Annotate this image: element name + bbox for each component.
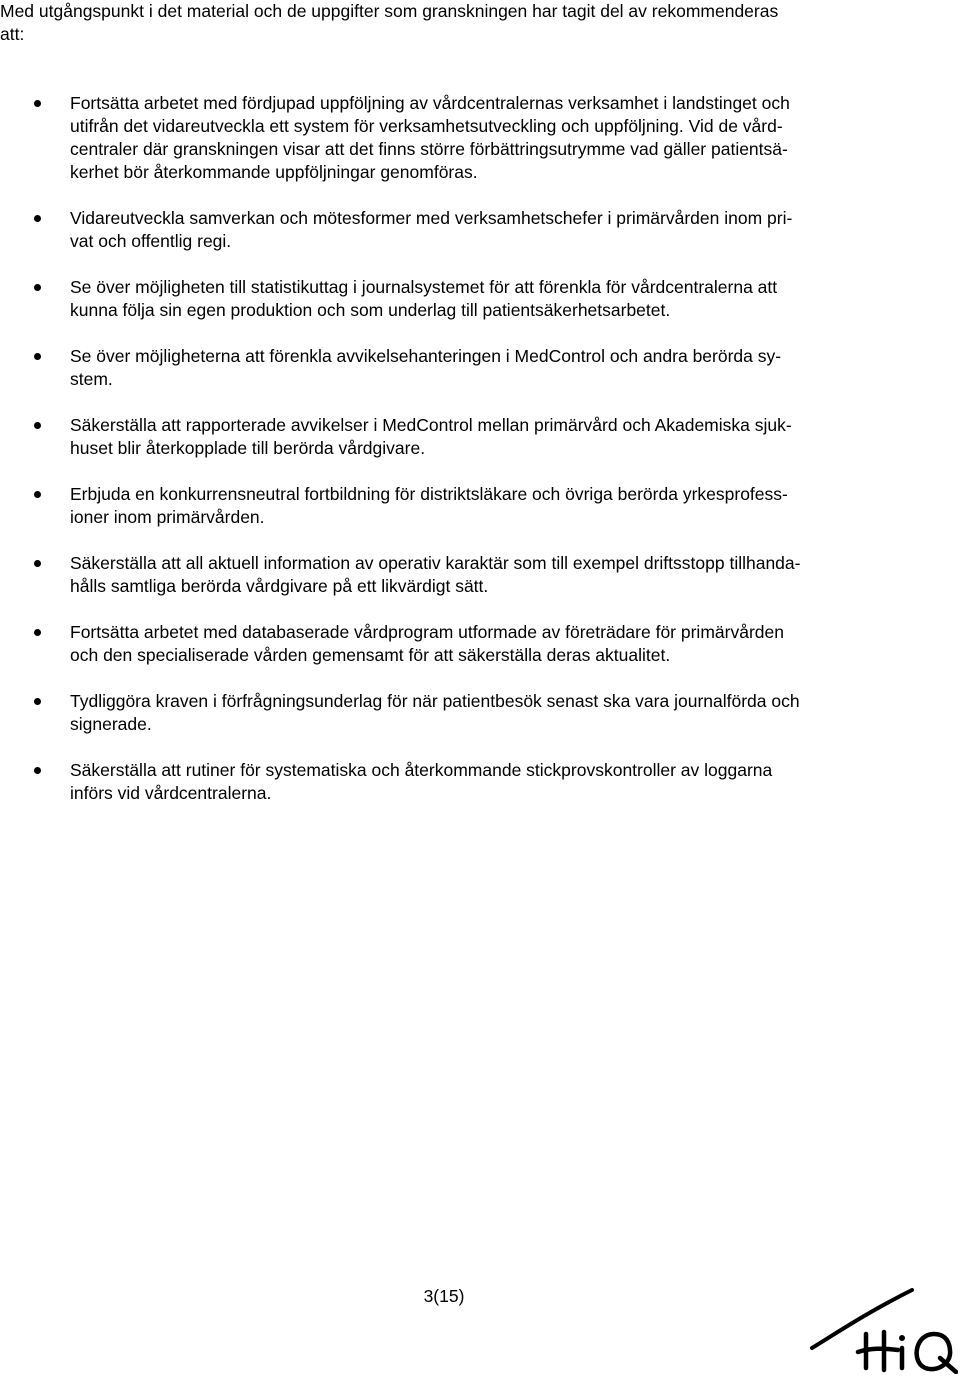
text-line: Tydliggöra kraven i förfrågningsunderlag för när patientbesök senast ska vara journalförda och xyxy=(70,691,800,711)
text-line: Erbjuda en konkurrensneutral fortbildning för distriktsläkare och övriga berörda yrkesprofess- xyxy=(70,484,788,504)
text-line: och den specialiserade vården gemensamt för att säkerställa deras aktualitet. xyxy=(70,645,671,665)
bullet-icon xyxy=(34,284,41,291)
list-item-text xyxy=(70,621,960,667)
bullet-icon xyxy=(34,560,41,567)
bullet-icon xyxy=(34,491,41,498)
text-line: kunna följa sin egen produktion och som underlag till patientsäkerhetsarbetet. xyxy=(70,300,671,320)
recommendation-list xyxy=(0,92,960,828)
list-item xyxy=(0,345,960,391)
text-line: ioner inom primärvården. xyxy=(70,507,265,527)
bullet-icon xyxy=(34,629,41,636)
list-item-text xyxy=(70,690,960,736)
text-line: Säkerställa att rapporterade avvikelser i MedControl mellan primärvård och Akademiska sjuk- xyxy=(70,415,792,435)
list-item xyxy=(0,759,960,805)
text-line: Vidareutveckla samverkan och mötesformer med verksamhetschefer i primärvården inom pri- xyxy=(70,208,793,228)
text-line: Se över möjligheten till statistikuttag i journalsystemet för att förenkla för vårdcentralerna att xyxy=(70,277,778,297)
text-line: kerhet bör återkommande uppföljningar genomföras. xyxy=(70,162,478,182)
text-line: Fortsätta arbetet med databaserade vårdprogram utformade av företrädare för primärvården xyxy=(70,622,784,642)
intro-paragraph xyxy=(0,0,900,46)
text-line: huset blir återkopplade till berörda vårdgivare. xyxy=(70,438,426,458)
list-item xyxy=(0,207,960,253)
bullet-icon xyxy=(34,767,41,774)
bullet-icon xyxy=(34,100,41,107)
intro-line: att: xyxy=(0,24,25,44)
bullet-icon xyxy=(34,353,41,360)
list-item xyxy=(0,276,960,322)
hiq-logo-icon xyxy=(808,1288,958,1374)
text-line: införs vid vårdcentralerna. xyxy=(70,783,272,803)
text-line: Säkerställa att all aktuell information av operativ karaktär som till exempel driftsstopp tillhanda- xyxy=(70,553,801,573)
text-line: centraler där granskningen visar att det finns större förbättringsutrymme vad gäller patientsä- xyxy=(70,139,788,159)
list-item xyxy=(0,92,960,184)
page-number: 3(15) xyxy=(423,1286,465,1306)
text-line: vat och offentlig regi. xyxy=(70,231,232,251)
list-item-text xyxy=(70,414,960,460)
list-item xyxy=(0,552,960,598)
list-item-text xyxy=(70,207,960,253)
text-line: utifrån det vidareutveckla ett system för verksamhetsutveckling och uppföljning. Vid de vård- xyxy=(70,116,783,136)
list-item xyxy=(0,483,960,529)
text-line: hålls samtliga berörda vårdgivare på ett likvärdigt sätt. xyxy=(70,576,489,596)
list-item xyxy=(0,621,960,667)
intro-line: Med utgångspunkt i det material och de uppgifter som granskningen har tagit del av rekommenderas xyxy=(0,1,779,21)
list-item-text xyxy=(70,345,960,391)
text-line: Se över möjligheterna att förenkla avvikelsehanteringen i MedControl och andra berörda sy- xyxy=(70,346,782,366)
bullet-icon xyxy=(34,215,41,222)
list-item xyxy=(0,414,960,460)
list-item-text xyxy=(70,92,960,184)
text-line: signerade. xyxy=(70,714,152,734)
list-item-text xyxy=(70,552,960,598)
list-item xyxy=(0,690,960,736)
bullet-icon xyxy=(34,698,41,705)
text-line: Fortsätta arbetet med fördjupad uppföljning av vårdcentralernas verksamhet i landstinget och xyxy=(70,93,790,113)
bullet-icon xyxy=(34,422,41,429)
list-item-text xyxy=(70,276,960,322)
text-line: stem. xyxy=(70,369,113,389)
list-item-text xyxy=(70,759,960,805)
text-line: Säkerställa att rutiner för systematiska och återkommande stickprovskontroller av loggarna xyxy=(70,760,773,780)
list-item-text xyxy=(70,483,960,529)
